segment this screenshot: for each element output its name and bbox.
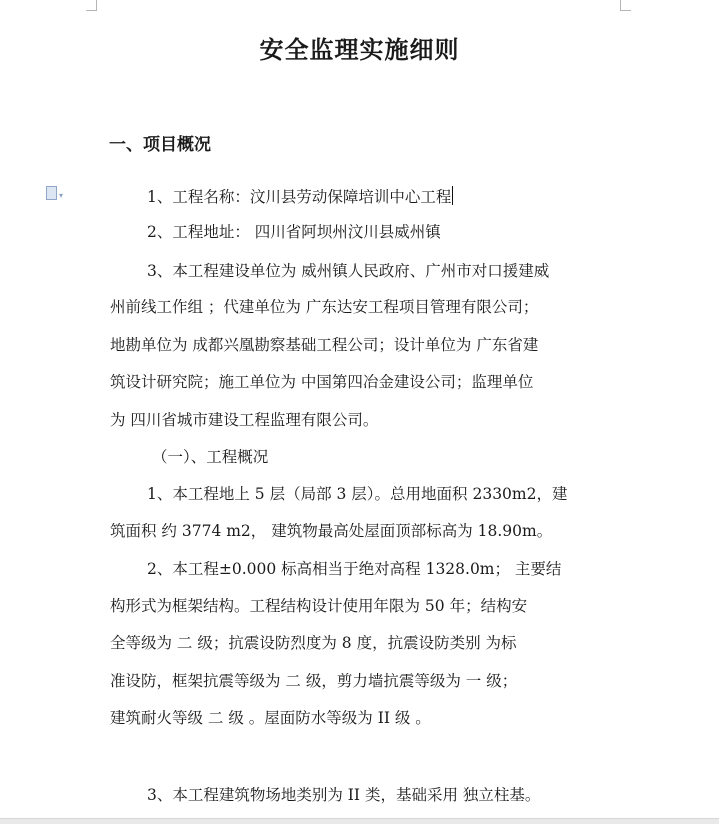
section-heading: 一、项目概况 xyxy=(109,135,211,155)
paragraph-line: 筑面积 约 3774 m2， 建筑物最高处屋面顶部标高为 18.90m。 xyxy=(110,522,553,540)
subsection-heading: （一）、工程概况 xyxy=(152,448,269,466)
paragraph-line: 构形式为框架结构。工程结构设计使用年限为 50 年；结构安 xyxy=(110,597,528,615)
project-address-line: 2、工程地址： 四川省阿坝州汶川县威州镇 xyxy=(147,223,441,241)
text-cursor xyxy=(452,186,453,205)
page-bottom-edge xyxy=(0,818,719,824)
paragraph-line: 2、本工程±0.000 标高相当于绝对高程 1328.0m； 主要结 xyxy=(147,560,562,578)
paragraph-document-icon[interactable]: ▾ xyxy=(46,185,68,201)
paragraph-line: 3、本工程建设单位为 威州镇人民政府、广州市对口援建威 xyxy=(147,262,550,280)
page-corner-mark-right xyxy=(620,0,631,11)
project-name-line[interactable]: 1、工程名称：汶川县劳动保障培训中心工程 xyxy=(147,188,452,206)
paragraph-line: 地勘单位为 成都兴凰勘察基础工程公司；设计单位为 广东省建 xyxy=(110,336,539,354)
paragraph-line: 建筑耐火等级 二 级 。屋面防水等级为 II 级 。 xyxy=(110,709,431,727)
paragraph-line: 3、本工程建筑物场地类别为 II 类，基础采用 独立柱基。 xyxy=(147,786,541,804)
paragraph-line: 全等级为 二 级；抗震设防烈度为 8 度，抗震设防类别 为标 xyxy=(110,634,517,652)
paragraph-line: 为 四川省城市建设工程监理有限公司。 xyxy=(110,411,379,429)
document-title: 安全监理实施细则 xyxy=(259,35,460,64)
paragraph-line: 1、本工程地上 5 层（局部 3 层）。总用地面积 2330m2，建 xyxy=(147,485,568,503)
paragraph-line: 准设防，框架抗震等级为 二 级，剪力墙抗震等级为 一 级； xyxy=(110,672,518,690)
paragraph-line: 州前线工作组 ；代建单位为 广东达安工程项目管理有限公司； xyxy=(110,298,539,316)
page-corner-mark-left xyxy=(86,0,97,11)
paragraph-line: 筑设计研究院；施工单位为 中国第四冶金建设公司；监理单位 xyxy=(110,373,534,391)
